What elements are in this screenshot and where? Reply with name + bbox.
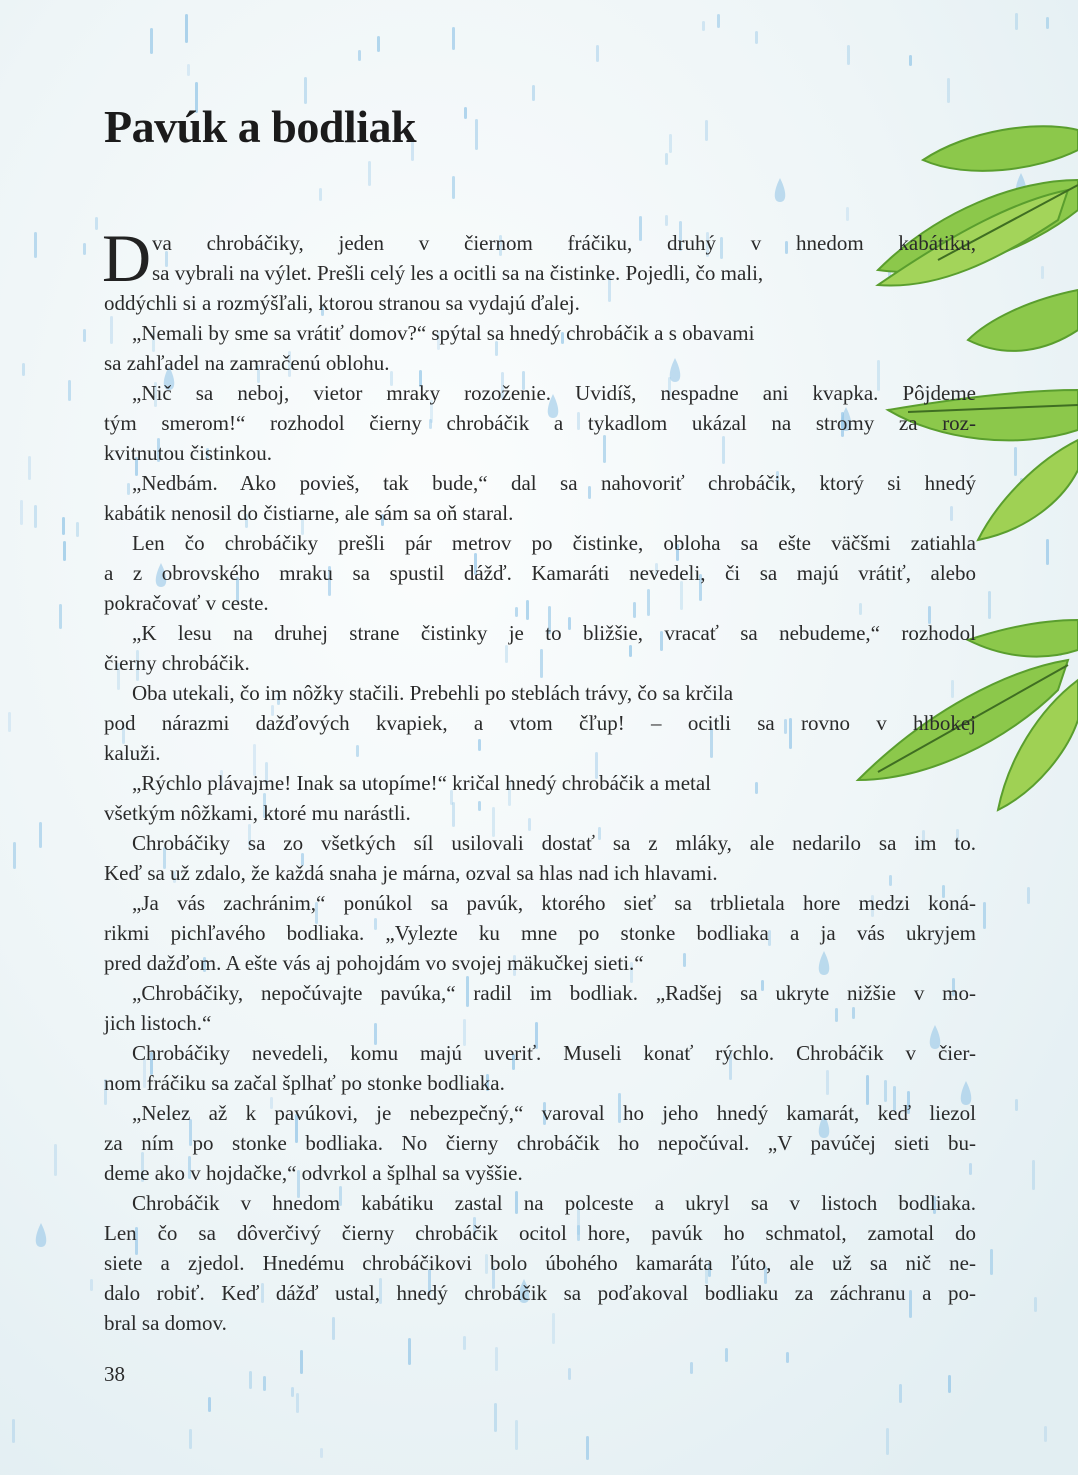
raindrop-streak bbox=[515, 1420, 518, 1450]
raindrop-streak bbox=[408, 1338, 411, 1365]
raindrop-streak bbox=[263, 1376, 266, 1391]
raindrop-streak bbox=[899, 1384, 902, 1403]
raindrop-streak bbox=[59, 604, 62, 629]
story-line: rikmi pichľavého bodliaka. „Vylezte ku mne po stonke bodliaka a ja vás ukryjem bbox=[104, 921, 976, 945]
raindrop-streak bbox=[886, 1428, 889, 1455]
raindrop-streak bbox=[669, 134, 672, 153]
story-line: „K lesu na druhej strane čistinky je to bližšie, vracať sa nebudeme,“ rozhodol bbox=[132, 621, 976, 645]
raindrop-streak bbox=[1027, 887, 1030, 904]
story-line: pred dažďom. A ešte vás aj pohojdám vo svojej mäkučkej sieti.“ bbox=[104, 951, 644, 975]
story-line: Chrobáčiky sa zo všetkých síl usilovali dostať sa z mláky, ale nedarilo sa im to. bbox=[132, 831, 976, 855]
raindrop-streak bbox=[300, 1350, 303, 1374]
story-text bbox=[102, 220, 976, 1338]
raindrop-streak bbox=[702, 21, 705, 31]
raindrop-streak bbox=[755, 31, 758, 44]
raindrop-streak bbox=[948, 1375, 951, 1393]
raindrop-streak bbox=[532, 85, 535, 101]
raindrop-streak bbox=[358, 50, 361, 61]
raindrop-streak bbox=[83, 329, 86, 342]
raindrop-streak bbox=[452, 27, 455, 50]
raindrop-streak bbox=[12, 1419, 15, 1443]
raindrop-streak bbox=[90, 1279, 93, 1291]
story-line: jich listoch.“ bbox=[104, 1011, 212, 1035]
raindrop-streak bbox=[452, 176, 455, 199]
story-line: pod nárazmi dažďových kvapiek, a vtom čľup! – ocitli sa rovno v hlbokej bbox=[104, 711, 976, 735]
raindrop-streak bbox=[983, 902, 986, 929]
page-number: 38 bbox=[104, 1362, 125, 1386]
raindrop-streak bbox=[725, 1348, 728, 1362]
drop-cap: D bbox=[102, 220, 152, 296]
raindrop-streak bbox=[464, 107, 467, 119]
raindrop-streak bbox=[68, 380, 71, 401]
raindrop-streak bbox=[568, 1368, 571, 1380]
raindrop-streak bbox=[665, 215, 668, 226]
story-line: siete a zjedol. Hnedému chrobáčikovi bolo úbohého kamaráta ľúto, ale už sa nič ne- bbox=[104, 1251, 976, 1275]
raindrop-streak bbox=[249, 1371, 252, 1389]
raindrop-streak bbox=[20, 500, 23, 525]
raindrop-streak bbox=[187, 64, 190, 76]
raindrop-streak bbox=[34, 505, 37, 528]
raindrop-streak bbox=[320, 1448, 323, 1458]
story-line: „Ja vás zachránim,“ ponúkol sa pavúk, ktorého sieť sa trblietala hore medzi koná- bbox=[132, 891, 976, 915]
story-line: „Nelez až k pavúkovi, je nebezpečný,“ varoval ho jeho hnedý kamarát, keď liezol bbox=[132, 1101, 976, 1125]
raindrop-streak bbox=[208, 1397, 211, 1412]
story-line: Len čo chrobáčiky prešli pár metrov po čistinke, obloha sa ešte väčšmi zatiahla bbox=[132, 531, 976, 555]
story-line: pokračovať v ceste. bbox=[104, 591, 269, 615]
raindrop-streak bbox=[495, 1347, 498, 1371]
raindrop-streak bbox=[665, 153, 668, 165]
story-line: deme ako v hojdačke,“ odvrkol a šplhal sa vyššie. bbox=[104, 1161, 523, 1185]
story-line: „Nič sa neboj, vietor mraky rozoženie. Uvidíš, nespadne ani kvapka. Pôjdeme bbox=[132, 381, 976, 405]
story-line: tým smerom!“ rozhodol čierny chrobáčik a tykadlom ukázal na stromy za roz- bbox=[104, 411, 976, 435]
story-line: Chrobáčiky nevedeli, komu majú uveriť. Museli konať rýchlo. Chrobáčik v čier- bbox=[132, 1041, 976, 1065]
raindrop-streak bbox=[296, 1393, 299, 1413]
raindrop-streak bbox=[62, 517, 65, 535]
story-line: „Nemali by sme sa vrátiť domov?“ spýtal sa hnedý chrobáčik a s obavami bbox=[132, 321, 755, 345]
raindrop-streak bbox=[1015, 13, 1018, 30]
raindrop-streak bbox=[1044, 1426, 1047, 1442]
raindrop-streak bbox=[596, 45, 599, 62]
raindrop-streak bbox=[63, 541, 66, 561]
raindrop-streak bbox=[54, 1144, 57, 1176]
raindrop-streak bbox=[83, 243, 86, 255]
raindrop-streak bbox=[377, 36, 380, 52]
raindrop-streak bbox=[717, 14, 720, 28]
story-line: „Rýchlo plávajme! Inak sa utopíme!“ kričal hnedý chrobáčik a metal bbox=[132, 771, 712, 795]
story-line: kaluži. bbox=[104, 741, 161, 765]
raindrop-streak bbox=[1015, 1099, 1018, 1111]
story-line: Chrobáčik v hnedom kabátiku zastal na polceste a ukryl sa v listoch bodliaka. bbox=[132, 1191, 976, 1215]
story-line: kabátik nenosil do čistiarne, ale sám sa oň staral. bbox=[104, 501, 514, 525]
raindrop-streak bbox=[189, 1429, 192, 1449]
story-line: kvitnutou čistinkou. bbox=[104, 441, 272, 465]
raindrop-streak bbox=[13, 842, 16, 869]
raindrop-streak bbox=[8, 712, 11, 732]
story-line: za ním po stonke bodliaka. No čierny chrobáčik ho nepočúval. „V pavúčej sieti bu- bbox=[104, 1131, 976, 1155]
raindrop bbox=[775, 178, 786, 202]
raindrop-streak bbox=[463, 1336, 466, 1350]
raindrop-streak bbox=[705, 120, 708, 141]
raindrop-streak bbox=[34, 232, 37, 258]
raindrop-streak bbox=[22, 363, 25, 376]
raindrop-streak bbox=[76, 522, 79, 537]
story-line: Keď sa už zdalo, že každá snaha je márna, ozval sa hlas nad ich hlavami. bbox=[104, 861, 718, 885]
story-line: va chrobáčiky, jeden v čiernom fráčiku, druhý v hnedom kabátiku, bbox=[152, 231, 976, 255]
raindrop-streak bbox=[368, 161, 371, 186]
raindrop-streak bbox=[786, 1352, 789, 1363]
story-title: Pavúk a bodliak bbox=[104, 101, 417, 152]
story-line: „Nedbám. Ako povieš, tak bude,“ dal sa nahovoriť chrobáčik, ktorý si hnedý bbox=[132, 471, 976, 495]
story-line: a z obrovského mraku sa spustil dážď. Kamaráti nevedeli, či sa majú vrátiť, alebo bbox=[104, 561, 976, 585]
raindrop-streak bbox=[28, 456, 31, 480]
story-line: čierny chrobáčik. bbox=[104, 651, 250, 675]
raindrop-streak bbox=[95, 217, 98, 230]
raindrop-streak bbox=[1032, 1160, 1035, 1190]
story-line: Len čo sa dôverčivý čierny chrobáčik ocitol hore, pavúk ho schmatol, zamotal do bbox=[104, 1221, 976, 1245]
story-line: všetkým nôžkami, ktoré mu narástli. bbox=[104, 801, 411, 825]
story-line: sa zahľadel na zamračenú oblohu. bbox=[104, 351, 390, 375]
story-line: nom fráčiku sa začal šplhať po stonke bodliaka. bbox=[104, 1071, 505, 1095]
raindrop-streak bbox=[185, 14, 188, 43]
raindrop-streak bbox=[586, 1436, 589, 1460]
raindrop-streak bbox=[475, 119, 478, 150]
raindrop-streak bbox=[291, 1387, 294, 1397]
story-line: dalo robiť. Keď dážď ustal, hnedý chrobáčik sa poďakoval bodliaku za záchranu a po- bbox=[104, 1281, 976, 1305]
story-line: Oba utekali, čo im nôžky stačili. Prebehli po steblách trávy, čo sa krčila bbox=[132, 681, 734, 705]
story-line: bral sa domov. bbox=[104, 1311, 227, 1335]
raindrop-streak bbox=[494, 1403, 497, 1432]
story-line: oddýchli si a rozmýšľali, ktorou stranou sa vydajú ďalej. bbox=[104, 291, 580, 315]
story-line: „Chrobáčiky, nepočúvajte pavúka,“ radil im bodliak. „Radšej sa ukryte nižšie v mo- bbox=[132, 981, 976, 1005]
raindrop-streak bbox=[990, 1249, 993, 1275]
raindrop-streak bbox=[150, 28, 153, 54]
raindrop bbox=[36, 1223, 47, 1247]
raindrop-streak bbox=[1034, 1297, 1037, 1312]
raindrop-streak bbox=[690, 1362, 693, 1374]
story-line: sa vybrali na výlet. Prešli celý les a ocitli sa na čistinke. Pojedli, čo mali, bbox=[152, 261, 764, 285]
raindrop-streak bbox=[319, 188, 322, 201]
raindrop-streak bbox=[39, 822, 42, 848]
raindrop-streak bbox=[1046, 17, 1049, 29]
